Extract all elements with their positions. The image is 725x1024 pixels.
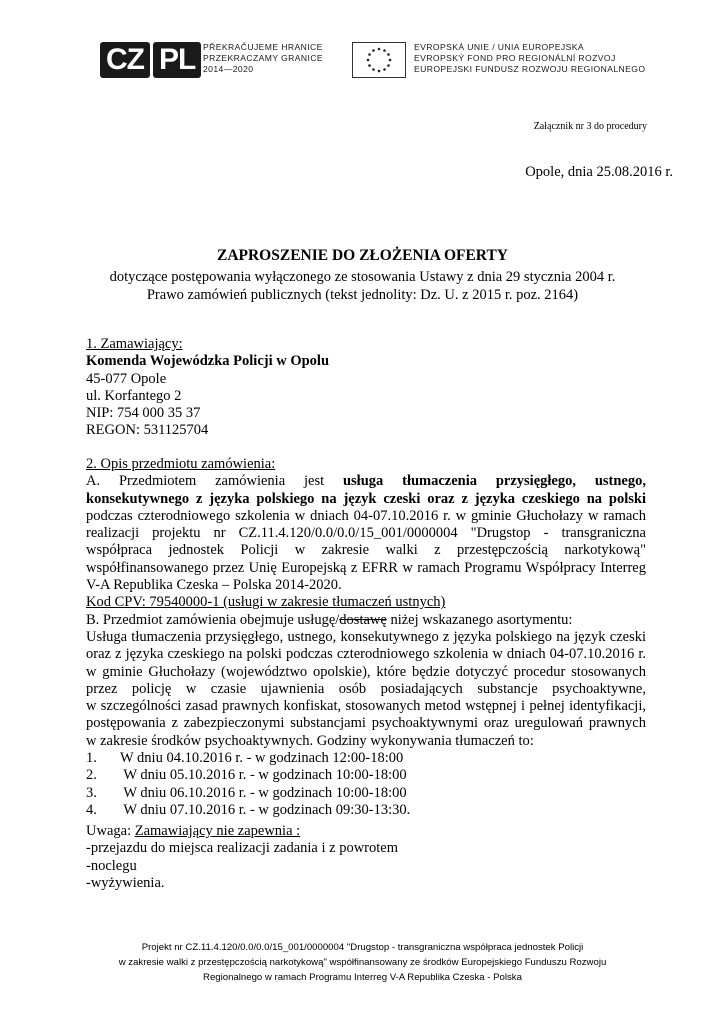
paragraph-b-line: w szczególności zasad prawnych konfiskat, stosowanych metod wstępnej i pełnej identyfikacji,: [86, 698, 646, 715]
note-item: -noclegu: [86, 857, 137, 874]
paragraph-a-line: realizacji projektu nr CZ.11.4.120/0.0/0.0/15_001/0000004 "Drugstop - transgraniczna: [86, 525, 646, 542]
logo-cz: CZ: [100, 42, 150, 78]
note-block: [86, 823, 646, 892]
paragraph-a-line: współpraca jednostek Policji w zakresie walki z przestępczością narkotykową": [86, 542, 646, 559]
section1-heading: 1. Zamawiający:: [86, 336, 183, 352]
schedule-item: 1. W dniu 04.10.2016 r. - w godzinach 12:00-18:00: [86, 750, 404, 767]
place-date: Opole, dnia 25.08.2016 r.: [525, 164, 673, 180]
section2-heading: 2. Opis przedmiotu zamówienia:: [86, 456, 276, 472]
regon-line: REGON: 531125704: [86, 422, 209, 439]
cpv-code: Kod CPV: 79540000-1 (usługi w zakresie tłumaczeń ustnych): [86, 594, 446, 611]
note-heading: Uwaga: Zamawiający nie zapewnia :: [86, 823, 301, 839]
paragraph-a-line: współfinansowanego przez Unię Europejską z EFRR w ramach Programu Współpracy Interreg: [86, 559, 646, 576]
paragraph-b-intro: B. Przedmiot zamówienia obejmuje usługę/dostawę niżej wskazanego asortymentu:: [86, 611, 573, 628]
section-order-description: [86, 456, 646, 819]
section-contracting-authority: [86, 336, 646, 440]
logo-pl: PL: [153, 42, 201, 78]
paragraph-a-line: podczas czterodniowego szkolenia w dniach 04-07.10.2016 r. w gminie Głuchołazy w ramach: [86, 507, 646, 524]
paragraph-b-line: przez policję w czasie ujawnienia osób posiadających substancje psychoaktywne,: [86, 680, 646, 697]
paragraph-a-line: konsekutywnego z języka polskiego na język czeski oraz z języka czeskiego na polski: [86, 490, 646, 507]
czpl-slogan: PŘEKRAČUJEME HRANICE PRZEKRACZAMY GRANICE 2014—2020: [203, 42, 324, 74]
nip-line: NIP: 754 000 35 37: [86, 405, 201, 422]
paragraph-b-line: oraz z języka czeskiego na polski podczas czterodniowego szkolenia w dniach 04-07.10.2016 r.: [86, 646, 646, 663]
page-footer: Projekt nr CZ.11.4.120/0.0/0.0/15_001/0000004 "Drugstop - transgraniczna współpraca jednostek Policji w zakresie walki z przestępczością narkotykową" współfinansowany ze środków Europejskiego Funduszu Rozwoju Regionalnego w ramach Programu Interreg V-A Republika Czeska - Polska: [118, 942, 607, 983]
struck-word: dostawę: [339, 611, 387, 628]
paragraph-b-line: Usługa tłumaczenia przysięgłego, ustnego, konsekutywnego z języka polskiego na język czeski: [86, 628, 646, 645]
note-item: -przejazdu do miejsca realizacji zadania i z powrotem: [86, 840, 398, 857]
document-subtitle: dotyczące postępowania wyłączonego ze stosowania Ustawy z dnia 29 stycznia 2004 r. Prawo zamówień publicznych (tekst jednolity: Dz. U. z 2015 r. poz. 2164): [109, 269, 616, 303]
paragraph-b-line: w gminie Głuchołazy (województwo opolskie), które będzie dotyczyć procedur stosowanych: [86, 663, 646, 680]
schedule-item: 2. W dniu 05.10.2016 r. - w godzinach 10:00-18:00: [86, 767, 407, 784]
paragraph-a-line: A. Przedmiotem zamówienia jest usługa tłumaczenia przysięgłego, ustnego,: [86, 473, 646, 490]
address-line: ul. Korfantego 2: [86, 387, 182, 404]
eu-flag-icon: [352, 42, 406, 78]
document-title: ZAPROSZENIE DO ZŁOŻENIA OFERTY: [216, 247, 508, 264]
address-line: 45-077 Opole: [86, 370, 167, 387]
annex-note: Załącznik nr 3 do procedury: [533, 121, 647, 132]
eu-fund-text: EVROPSKÁ UNIE / UNIA EUROPEJSKA EVROPSKÝ FOND PRO REGIONÁLNÍ ROZVOJ EUROPEJSKI FUNDUSZ ROZWOJU REGIONALNEGO: [414, 42, 646, 74]
schedule-item: 3. W dniu 06.10.2016 r. - w godzinach 10:00-18:00: [86, 784, 407, 801]
schedule-item: 4. W dniu 07.10.2016 r. - w godzinach 09:30-13:30.: [86, 801, 411, 818]
authority-name: Komenda Wojewódzka Policji w Opolu: [86, 353, 330, 370]
czpl-logo: [100, 42, 201, 78]
paragraph-b-line: postępowania z zabezpieczonymi substancjami psychoaktywnymi oraz uregulowań prawnych: [86, 715, 646, 732]
paragraph-a-line: V-A Republika Czeska – Polska 2014-2020.: [86, 577, 342, 594]
note-item: -wyżywienia.: [86, 874, 165, 891]
paragraph-b-line: w zakresie środków psychoaktywnych. Godziny wykonywania tłumaczeń to:: [86, 732, 534, 749]
